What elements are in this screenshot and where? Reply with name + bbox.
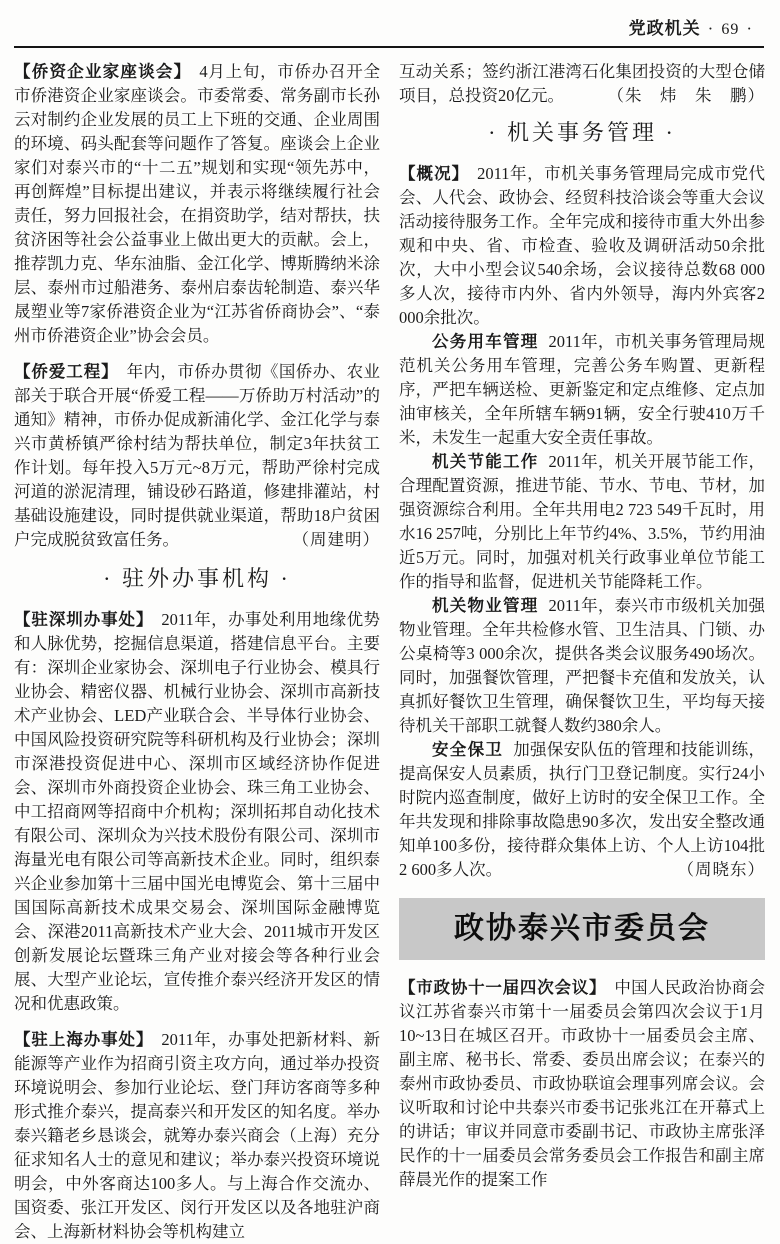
entry-heading: 【驻深圳办事处】 [14, 611, 154, 629]
author-signature: （周晓东） [677, 860, 765, 879]
sub-entry-energy-saving [399, 450, 765, 594]
entry-heading: 【侨爱工程】 [14, 363, 119, 381]
entry-heading: 【市政协十一届四次会议】 [399, 979, 607, 997]
entry-body: 2011年，市机关事务管理局规范机关公务用车管理，完善公务车购置、更新程序，严把车辆送检、更新鉴定和定点维修、定点加油审核关，全年所辖车辆91辆，安全行驶410万千米，未发生一起重大安全责任事故。 [399, 332, 765, 447]
running-head [629, 14, 760, 39]
entry-body: 2011年，市机关事务管理局完成市党代会、人代会、政协会、经贸科技洽谈会等重大会议活动接待服务工作。全年完成和接待市重大外出参观和中央、省、市检查、验收及调研活动50余批次，大中小型会议540余场，会议接待总数68 000多人次，接待市内外、省内外领导，海内外宾客2 000余批次。 [399, 164, 766, 327]
author-signature: （朱 炜 朱 鹏） [607, 86, 765, 105]
section-heading-office-affairs: · 机关事务管理 · [488, 120, 676, 145]
chapter-banner-cppcc: 政协泰兴市委员会 [399, 898, 765, 960]
entry-cppcc-session [399, 976, 765, 1192]
header-rule [14, 46, 764, 48]
sub-entry-heading: 机关节能工作 [432, 452, 539, 471]
entry-shanghai-office [14, 1028, 380, 1244]
sub-entry-security [399, 738, 765, 882]
entry-body: 2011年，泰兴市市级机关加强物业管理。全年共检修水管、卫生洁具、门锁、办公桌椅等3 000余次，提供各类会议服务490场次。同时，加强餐饮管理，严把餐卡充值和发放关，认真抓好餐饮卫生管理，确保餐饮卫生，平均每天接待机关干部职工就餐人数约380余人。 [399, 596, 765, 735]
entry-symposium [14, 60, 380, 348]
entry-body: 2011年，办事处把新材料、新能源等产业作为招商引资主攻方向，通过举办投资环境说明会、参加行业论坛、登门拜访客商等多种形式推介泰兴，提高泰兴和开发区的知名度。举办泰兴籍老乡恳谈会，就筹办泰兴商会（上海）充分征求知名人士的意见和建议；举办泰兴投资环境说明会，中外客商达100多人。与上海合作交流办、国资委、张江开发区、闵行开发区以及各地驻沪商会、上海新材料协会等机构建立 [14, 1030, 381, 1241]
section-heading-foreign-offices: · 驻外办事机构 · [103, 566, 291, 591]
entry-heading: 【驻上海办事处】 [14, 1031, 154, 1049]
entry-body: 互动关系；签约浙江港湾石化集团投资的大型仓储项目，总投资20亿元。 [399, 62, 765, 105]
entry-qiaoai [14, 360, 380, 552]
sub-entry-heading: 公务用车管理 [432, 332, 539, 351]
entry-body: 中国人民政治协商会议江苏省泰兴市第十一届委员会第四次会议于1月10~13日在城区召开。市政协十一届委员会主席、副主席、秘书长、常委、委员出席会议；在泰兴的泰州市政协委员、市政协联谊会理事列席会议。会议听取和讨论中共泰兴市委书记张兆江在开幕式上的讲话；审议并同意市委副书记、市政协主席张泽民作的十一届委员会常务委员会工作报告和副主席薛晨光作的提案工作 [399, 978, 766, 1189]
left-column [14, 60, 380, 1244]
sub-entry-property-management [399, 594, 765, 738]
entry-heading: 【概况】 [399, 165, 470, 183]
right-column [399, 60, 765, 1192]
author-signature: （周建明） [292, 530, 380, 549]
page-number: 69 [721, 21, 740, 38]
section-title: 党政机关 [628, 19, 701, 38]
entry-overview [399, 162, 765, 330]
entry-body: 2011年，办事处利用地缘优势和人脉优势，挖掘信息渠道，搭建信息平台。主要有：深圳企业家协会、深圳电子行业协会、模具行业协会、精密仪器、机械行业协会、深圳市高新技术产业协会、LED产业联合会、半导体行业协会、中国风险投资研究院等科研机构及行业协会；深圳市深港投资促进中心、深圳市区域经济协作促进会、深圳市外商投资企业协会、珠三角工业协会、中工招商网等招商中介机构；深圳拓邦自动化技术有限公司、深圳众为兴技术股份有限公司、深圳市海量光电有限公司等高新技术企业。同时，组织泰兴企业参加第十三届中国光电博览会、第十三届中国国际高新技术成果交易会、深圳国际金融博览会、深港2011高新技术产业大会、2011城市开发区创新发展论坛暨珠三角产业对接会等各种行业会展、大型产业论坛，宣传推介泰兴经济开发区的情况和优惠政策。 [14, 610, 381, 1013]
entry-body: 加强保安队伍的管理和技能训练，提高保安人员素质，执行门卫登记制度。实行24小时院内巡查制度，做好上访时的安全保卫工作。全年共发现和排除事故隐患90多次，发出安全整改通知单100多份，接待群众集体上访、个人上访104批2 600多人次。 [399, 740, 766, 879]
separator-dot: · [707, 19, 715, 38]
entry-body: 2011年，机关开展节能工作，合理配置资源，推进节能、节水、节电、节材，加强资源综合利用。全年共用电2 723 549千瓦时，用水16 257吨，分别比上年节约4%、3.5%，节约用油近5万元。同时，加强对机关行政事业单位节能工作的指导和监督，促进机关节能降耗工作。 [399, 452, 765, 591]
sub-entry-vehicle-management [399, 330, 765, 450]
entry-shenzhen-office [14, 608, 380, 1016]
entry-heading: 【侨资企业家座谈会】 [14, 63, 192, 81]
sub-entry-heading: 安全保卫 [432, 740, 504, 759]
entry-body: 年内，市侨办贯彻《国侨办、农业部关于联合开展“侨爱工程——万侨助万村活动”的通知》精神，市侨办促成新浦化学、金江化学与泰兴市黄桥镇严徐村结为帮扶单位，制定3年扶贫工作计划。每年投入5万元~8万元，帮助严徐村完成河道的淤泥清理，铺设砂石路道，修建排灌站，村基础设施建设，同时提供就业渠道，帮助18户贫困户完成脱贫致富任务。 [14, 362, 381, 549]
sub-entry-heading: 机关物业管理 [432, 596, 539, 615]
entry-body: 4月上旬，市侨办召开全市侨港资企业家座谈会。市委常委、常务副市长孙云对制约企业发展的员工上下班的交通、企业周围的环境、码头配套等问题作了答复。座谈会上企业家们对泰兴市的“十二五”规划和实现“领先苏中，再创辉煌”目标提出建议，并表示将继续履行社会责任，努力回报社会，在捐资助学，结对帮扶，扶贫济困等社会公益事业上做出更大的贡献。会上，推荐凯力克、华东油脂、金江化学、博斯腾纳米涂层、泰州市过船港务、泰州启泰齿轮制造、泰兴华晟塑业等7家侨港资企业为“江苏省侨商协会”、“泰州市侨港资企业”协会会员。 [14, 62, 381, 345]
continuation-paragraph [399, 60, 765, 108]
separator-dot: · [746, 19, 753, 38]
